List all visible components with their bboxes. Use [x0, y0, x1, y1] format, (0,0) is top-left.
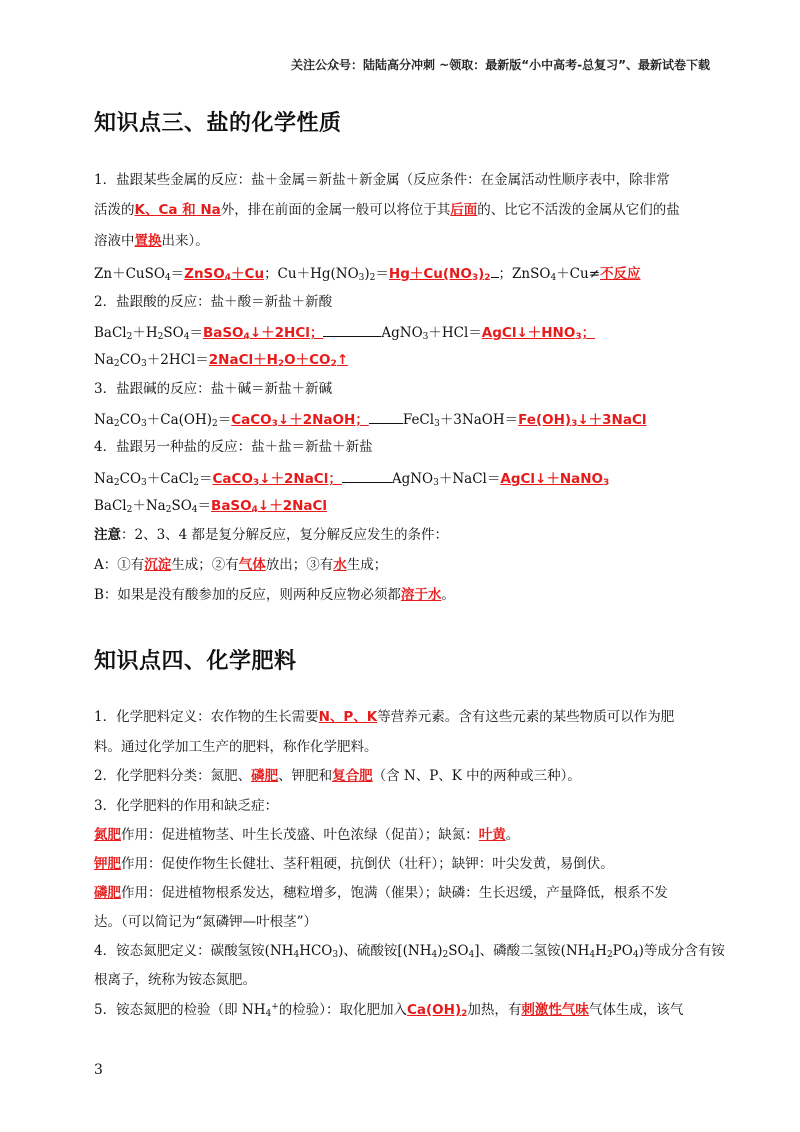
s4-phosphorus-2: 达。（可以简记为“氮磷钾—叶根茎”）	[94, 914, 318, 930]
s3-p3: 3．盐跟碱的反应：盐＋碱＝新盐＋新碱	[94, 381, 333, 397]
s3-p2: 2．盐跟酸的反应：盐＋酸＝新盐＋新酸	[94, 294, 333, 310]
s4-p5: 5．铵态氮肥的检验（即 $NH_4^+$的检验）：取化肥加入$Ca(OH)_2$加热，有刺激性气味气体生成，该气	[94, 1002, 684, 1019]
s3-eq1: Zn＋CuSO$_4$＝ZnSO$_4$＋Cu；$Cu+Hg(NO_3)_2=Hg+Cu(NO_3)_2$ ；ZnSO$_4$＋Cu≠不反应	[94, 263, 641, 283]
section-3-title: 知识点三、盐的化学性质	[94, 111, 342, 136]
s3-p1-line2: 活泼的K、Ca 和 Na外，排在前面的金属一般可以将位于其后面的、比它不活泼的金属从它们的盐	[94, 202, 680, 218]
answer-precipitate: 沉淀	[144, 557, 172, 573]
s3-eq5: $Na_2CO_3+CaCl_2=CaCO_3↓+2NaCl$； AgNO$_3$＋NaCl＝AgCl↓＋NaNO$_3$	[94, 468, 609, 488]
answer-soluble: 溶于水	[400, 587, 442, 603]
s4-p3: 3．化学肥料的作用和缺乏症：	[94, 798, 279, 814]
answer-eq1a: ZnSO$_4$＋Cu	[184, 266, 265, 283]
s3-note-a: A：①有沉淀生成；②有气体放出；③有水生成；	[94, 557, 388, 573]
s3-eq2: $BaCl_2+H_2SO_4=BaSO_4↓+2HCl$； $AgNO_3+HCl=AgCl↓+HNO_3$；	[94, 322, 595, 342]
s4-p1-line2: 料。通过化学加工生产的肥料，称作化学肥料。	[94, 739, 378, 755]
answer-caoh2: $Ca(OH)_2$	[407, 1002, 468, 1019]
s3-note: 注意：2、3、4 都是复分解反应，复分解反应发生的条件：	[94, 527, 449, 543]
answer-k-ca-na: K、Ca 和 Na	[134, 202, 221, 218]
answer-eq2b: $AgCl↓+HNO_3$；	[481, 325, 596, 342]
answer-displace: 置换	[134, 233, 162, 249]
answer-eq5b: AgCl↓＋NaNO$_3$	[500, 471, 610, 488]
answer-eq3: $2NaCl+H_2O+CO_2↑$	[208, 352, 349, 369]
section-4-title: 知识点四、化学肥料	[94, 649, 297, 674]
answer-no-reaction: 不反应	[600, 266, 641, 282]
s4-phosphorus-1: 磷肥作用：促进植物根系发达，穗粒增多，饱满（催果）；缺磷：生长迟缓，产量降低，根系不发	[94, 885, 668, 901]
s3-note-b: B：如果是没有酸参加的反应，则两种反应物必须都溶于水。	[94, 587, 455, 603]
s4-nitrogen: 氮肥作用：促进植物茎、叶生长茂盛、叶色浓绿（促苗）；缺氮：叶黄。	[94, 827, 520, 843]
answer-phosphate: 磷肥	[251, 768, 279, 784]
s3-eq3: $Na_2CO_3+2HCl=2NaCl+H_2O+CO_2↑$	[94, 352, 349, 369]
answer-gas: 气体	[238, 557, 266, 573]
page-number: 3	[94, 1062, 103, 1078]
s4-potassium: 钾肥作用：促使作物生长健壮、茎秆粗硬，抗倒伏（壮秆）；缺钾：叶尖发黄，易倒伏。	[94, 856, 614, 872]
s3-p1-line3: 溶液中置换出来）。	[94, 233, 209, 249]
answer-water: 水	[333, 557, 347, 573]
page-header: 关注公众号：陆陆高分冲刺 ~领取：最新版“小中高考-总复习”、最新试卷下载	[291, 58, 710, 72]
s3-p1-line1: 1．盐跟某些金属的反应：盐＋金属＝新盐＋新金属（反应条件：在金属活动性顺序表中，除非常	[94, 172, 670, 188]
s3-p4: 4．盐跟另一种盐的反应：盐＋盐＝新盐＋新盐	[94, 439, 373, 455]
s4-p2: 2．化学肥料分类：氮肥、磷肥、钾肥和复合肥（含 N、P、K 中的两种或三种）。	[94, 768, 581, 784]
answer-compound: 复合肥	[332, 768, 373, 784]
answer-eq4b: $Fe(OH)_3↓+3NaCl$	[518, 412, 647, 429]
answer-eq1b: $Hg+Cu(NO_3)_2$	[388, 266, 491, 283]
s4-p1-line1: 1．化学肥料定义：农作物的生长需要N、P、K等营养元素。含有这些元素的某些物质可以作为肥	[94, 709, 675, 725]
answer-pungent: 刺激性气味	[521, 1002, 589, 1018]
answer-eq2a: BaSO$_4$↓＋2HCl；	[202, 325, 324, 342]
s4-p4-line2: 根离子，统称为铵态氮肥。	[94, 972, 256, 988]
s3-eq4: $Na_2CO_3+Ca(OH)_2=CaCO_3↓+2NaOH$； $FeCl_3+3NaOH=Fe(OH)_3↓+3NaCl$	[94, 409, 646, 429]
s4-p4-line1: 4．铵态氮肥定义：碳酸氢铵$(NH_4HCO_3)$、硫酸铵$[(NH_4)_2SO_4]$、磷酸二氢铵$(NH_4H_2PO_4)$等成分含有铵	[94, 943, 725, 960]
answer-npk: N、P、K	[318, 709, 378, 725]
s3-eq6: $BaCl_2+Na_2SO_4=BaSO_4↓+2NaCl$	[94, 498, 328, 515]
answer-eq4a: CaCO$_3$↓＋2NaOH；	[231, 412, 369, 429]
answer-eq6: BaSO$_4$↓＋2NaCl	[211, 498, 328, 515]
answer-behind: 后面	[450, 202, 478, 218]
answer-eq5a: CaCO$_3$↓＋2NaCl；	[212, 471, 342, 488]
answer-yellow-leaf: 叶黄	[478, 827, 506, 843]
